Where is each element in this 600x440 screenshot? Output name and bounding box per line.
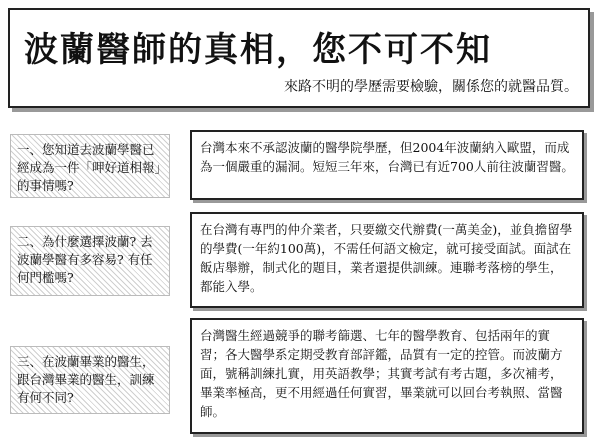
answer-box-1 [190,130,584,200]
question-box-3 [10,346,170,414]
page-subtitle: 來路不明的學歷需要檢驗，關係您的就醫品質。 [284,79,578,95]
question-text-3: 三、在波蘭畢業的醫生，跟台灣畢業的醫生，訓練有何不同? [17,354,155,405]
question-box-1 [10,134,170,198]
question-box-2 [10,226,170,296]
question-text-2: 二、為什麼選擇波蘭? 去波蘭學醫有多容易? 有任何門檻嗎? [17,234,153,285]
answer-box-2 [190,212,584,308]
answer-text-2: 在台灣有專門的仲介業者，只要繳交代辦費(一萬美金)，並負擔留學的學費(一年約100萬)，不需任何語文檢定，就可接受面試。面試在飯店舉辦，制式化的題目，業者還提供訓練。連聯考落榜的學生，都能入學。 [200,222,573,294]
question-text-1: 一、您知道去波蘭學醫已經成為一件「呷好道相報」的事情嗎? [17,142,161,193]
header-banner [8,8,590,108]
answer-text-1: 台灣本來不承認波蘭的醫學院學歷，但2004年波蘭納入歐盟，而成為一個嚴重的漏洞。短短三年來，台灣已有近700人前往波蘭習醫。 [200,140,574,174]
answer-text-3: 台灣醫生經過競爭的聯考篩選、七年的醫學教育、包括兩年的實習；各大醫學系定期受教育部評鑑，品質有一定的控管。而波蘭方面，號稱訓練扎實，用英語教學；其實考試有考古題，多次補考，畢業率極高，更不用經過任何實習，畢業就可以回台考執照、當醫師。 [200,328,563,419]
page-title: 波蘭醫師的真相，您不可不知 [24,30,492,70]
answer-box-3 [190,318,584,434]
